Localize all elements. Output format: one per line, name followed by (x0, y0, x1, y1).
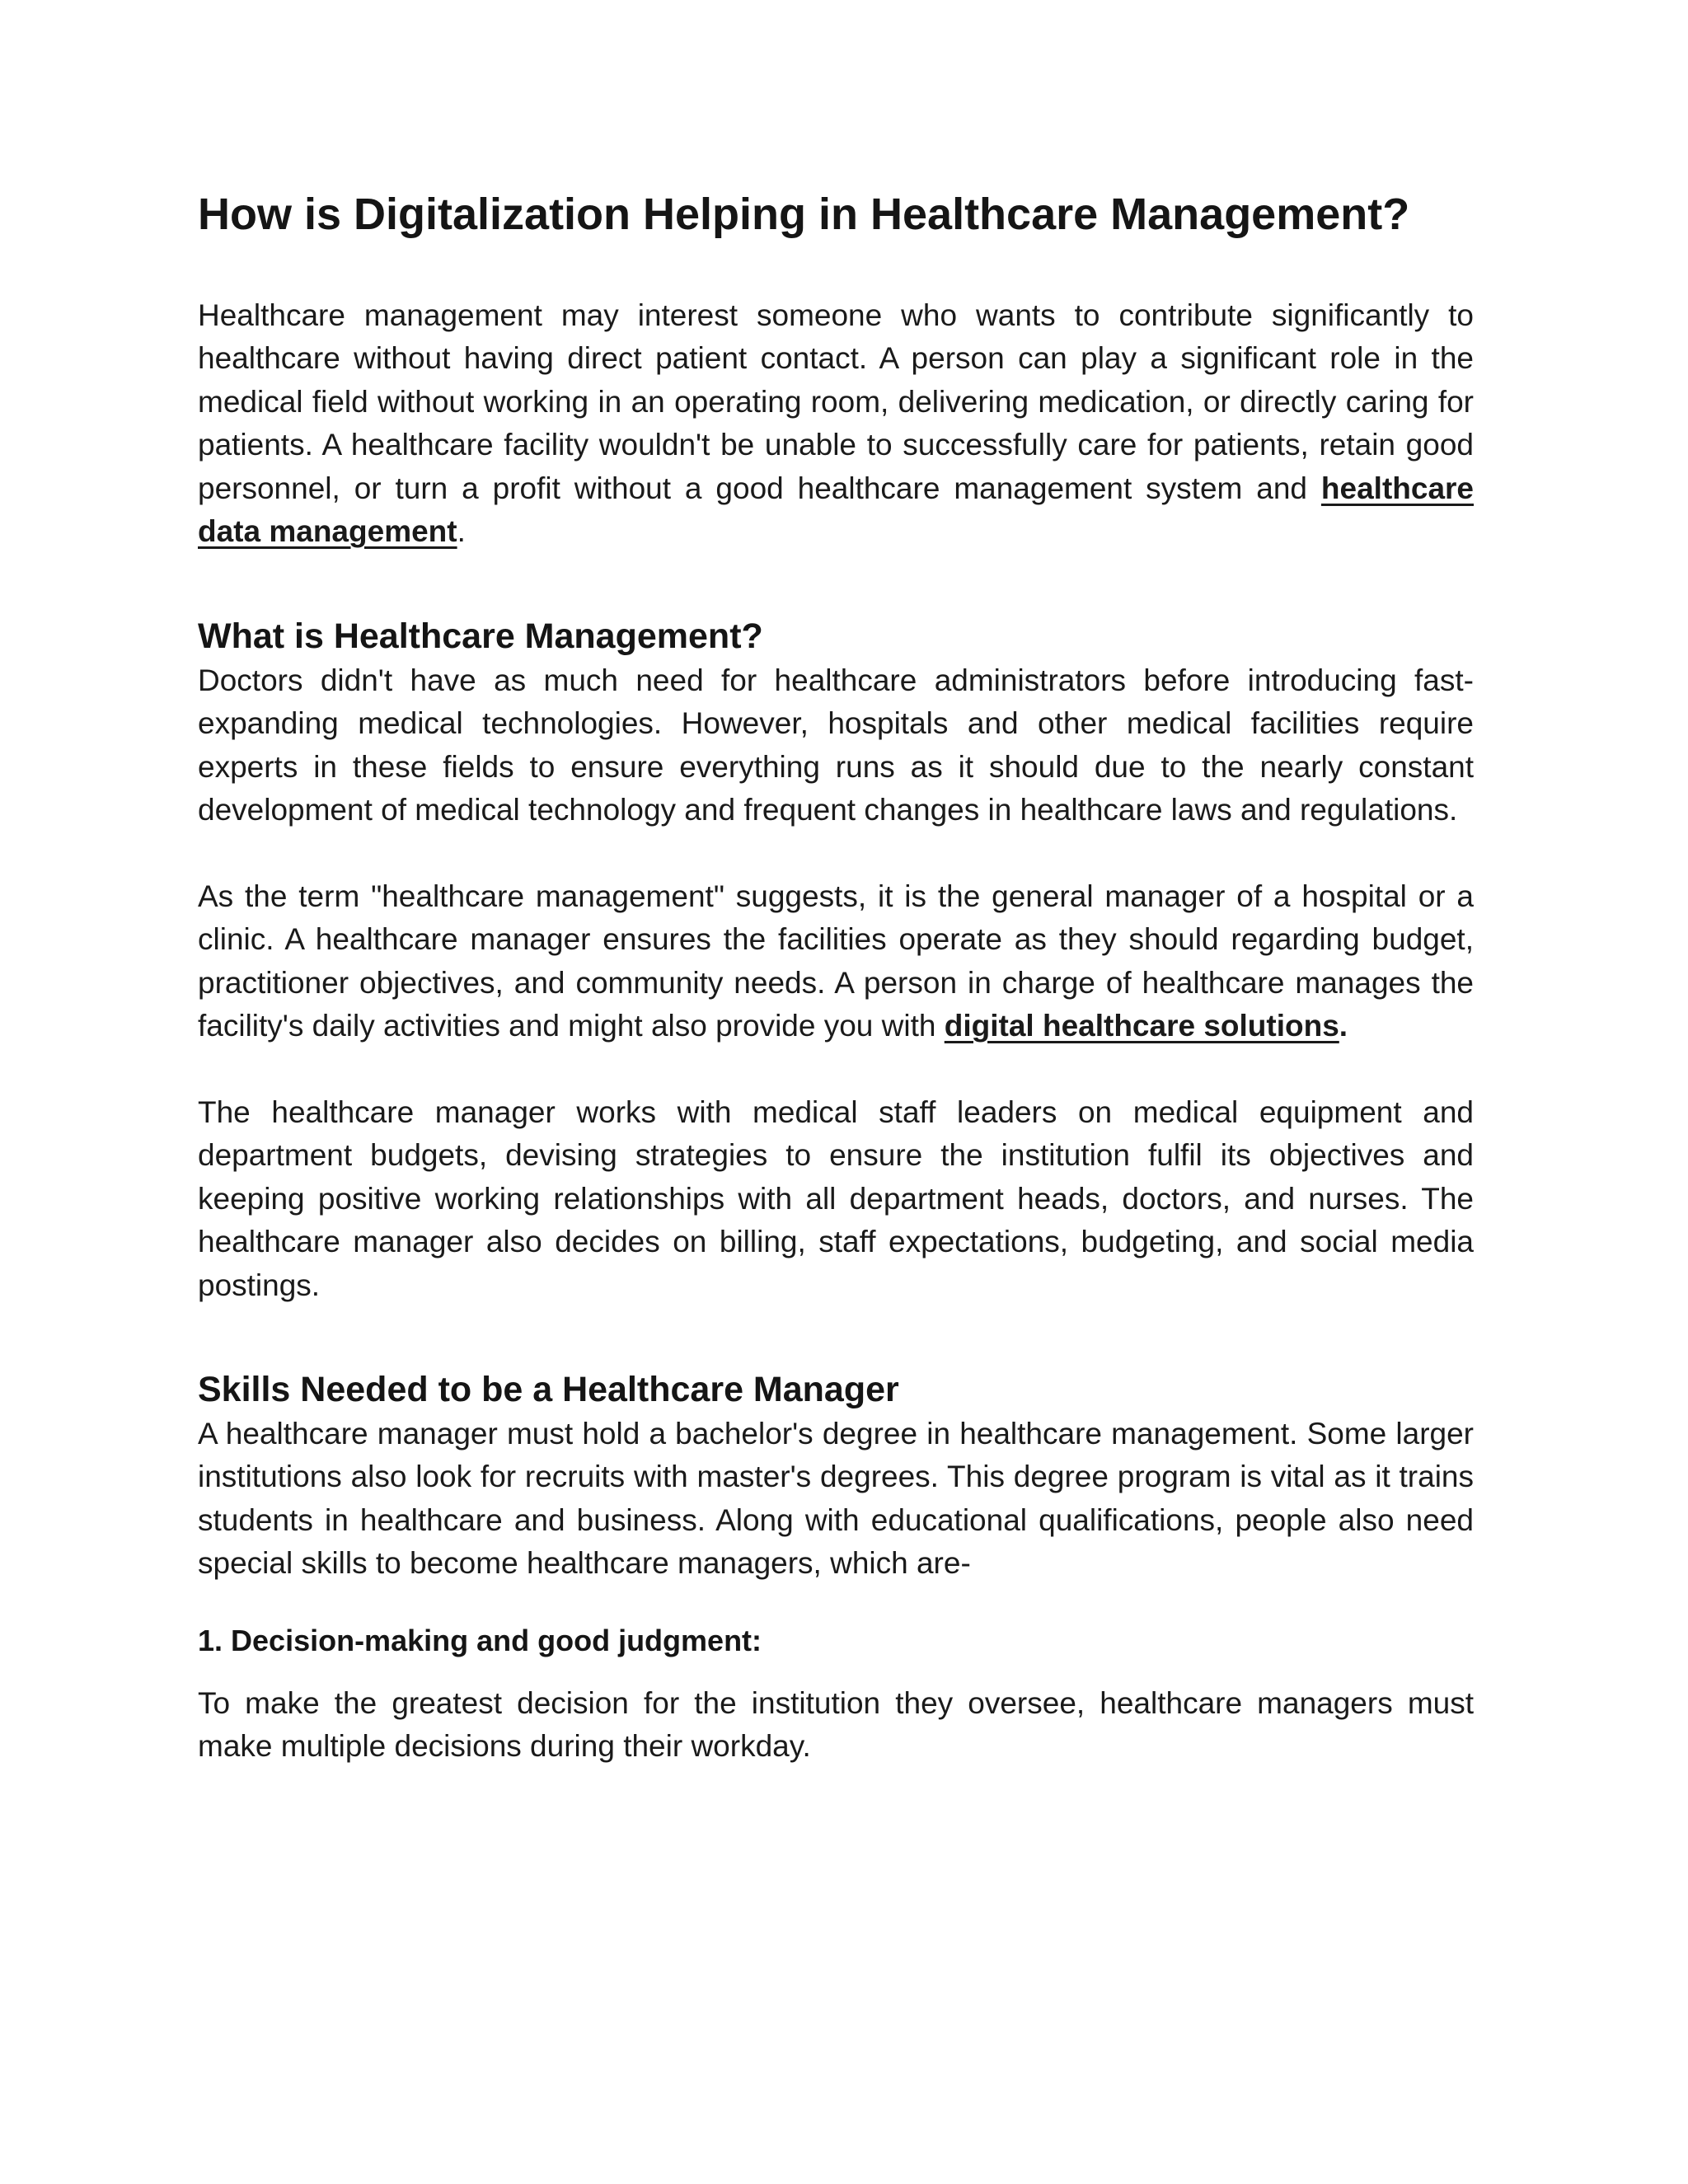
what-is-paragraph-2 (198, 875, 1474, 1048)
skills-paragraph: A healthcare manager must hold a bachelor's degree in healthcare management. Some larger institutions also look for recruits with master's degrees. This degree program is vital as it trains students in healthcare and business. Along with educational qualifications, people also need special skills to become healthcare managers, which are- (198, 1416, 1474, 1581)
intro-text-end: . (457, 514, 466, 549)
document-page (198, 188, 1474, 1769)
what-is-paragraph-1: Doctors didn't have as much need for healthcare administrators before introducing fast-expanding medical technologies. However, hospitals and other medical facilities require experts in these fields to ensure everything runs as it should due to the nearly constant development of medical technology and frequent changes in healthcare laws and regulations. (198, 663, 1474, 827)
skill-1-text: To make the greatest decision for the institution they oversee, healthcare managers must make multiple decisions during their workday. (198, 1685, 1474, 1764)
intro-paragraph (198, 294, 1474, 554)
section-heading-what-is: What is Healthcare Management? (198, 616, 763, 656)
what-is-paragraph-2-end: . (1339, 1009, 1348, 1043)
what-is-paragraph-2-text: As the term "healthcare management" suggests, it is the general manager of a hospital or a clinic. A healthcare manager ensures the facilities operate as they should regarding budget, practitioner objectives, and community needs. A person in charge of healthcare manages the facility's daily activities and might also provide you with (198, 879, 1474, 1043)
section-heading-skills: Skills Needed to be a Healthcare Manager (198, 1370, 899, 1410)
digital-healthcare-solutions-link[interactable]: digital healthcare solutions (944, 1009, 1339, 1043)
document-title: How is Digitalization Helping in Healthcare Management? (198, 190, 1410, 239)
skill-1-heading: 1. Decision-making and good judgment: (198, 1623, 762, 1657)
healthcare-data-management-link[interactable]: healthcare data management (198, 471, 1474, 549)
intro-text: Healthcare management may interest someone who wants to contribute significantly to healthcare without having direct patient contact. A person can play a significant role in the medical field without working in an operating room, delivering medication, or directly caring for patients. A healthcare facility wouldn't be unable to successfully care for patients, retain good personnel, or turn a profit without a good healthcare management system and (198, 298, 1474, 505)
what-is-paragraph-3: The healthcare manager works with medical staff leaders on medical equipment and department budgets, devising strategies to ensure the institution fulfil its objectives and keeping positive working relationships with all department heads, doctors, and nurses. The healthcare manager also decides on billing, staff expectations, budgeting, and social media postings. (198, 1094, 1474, 1302)
